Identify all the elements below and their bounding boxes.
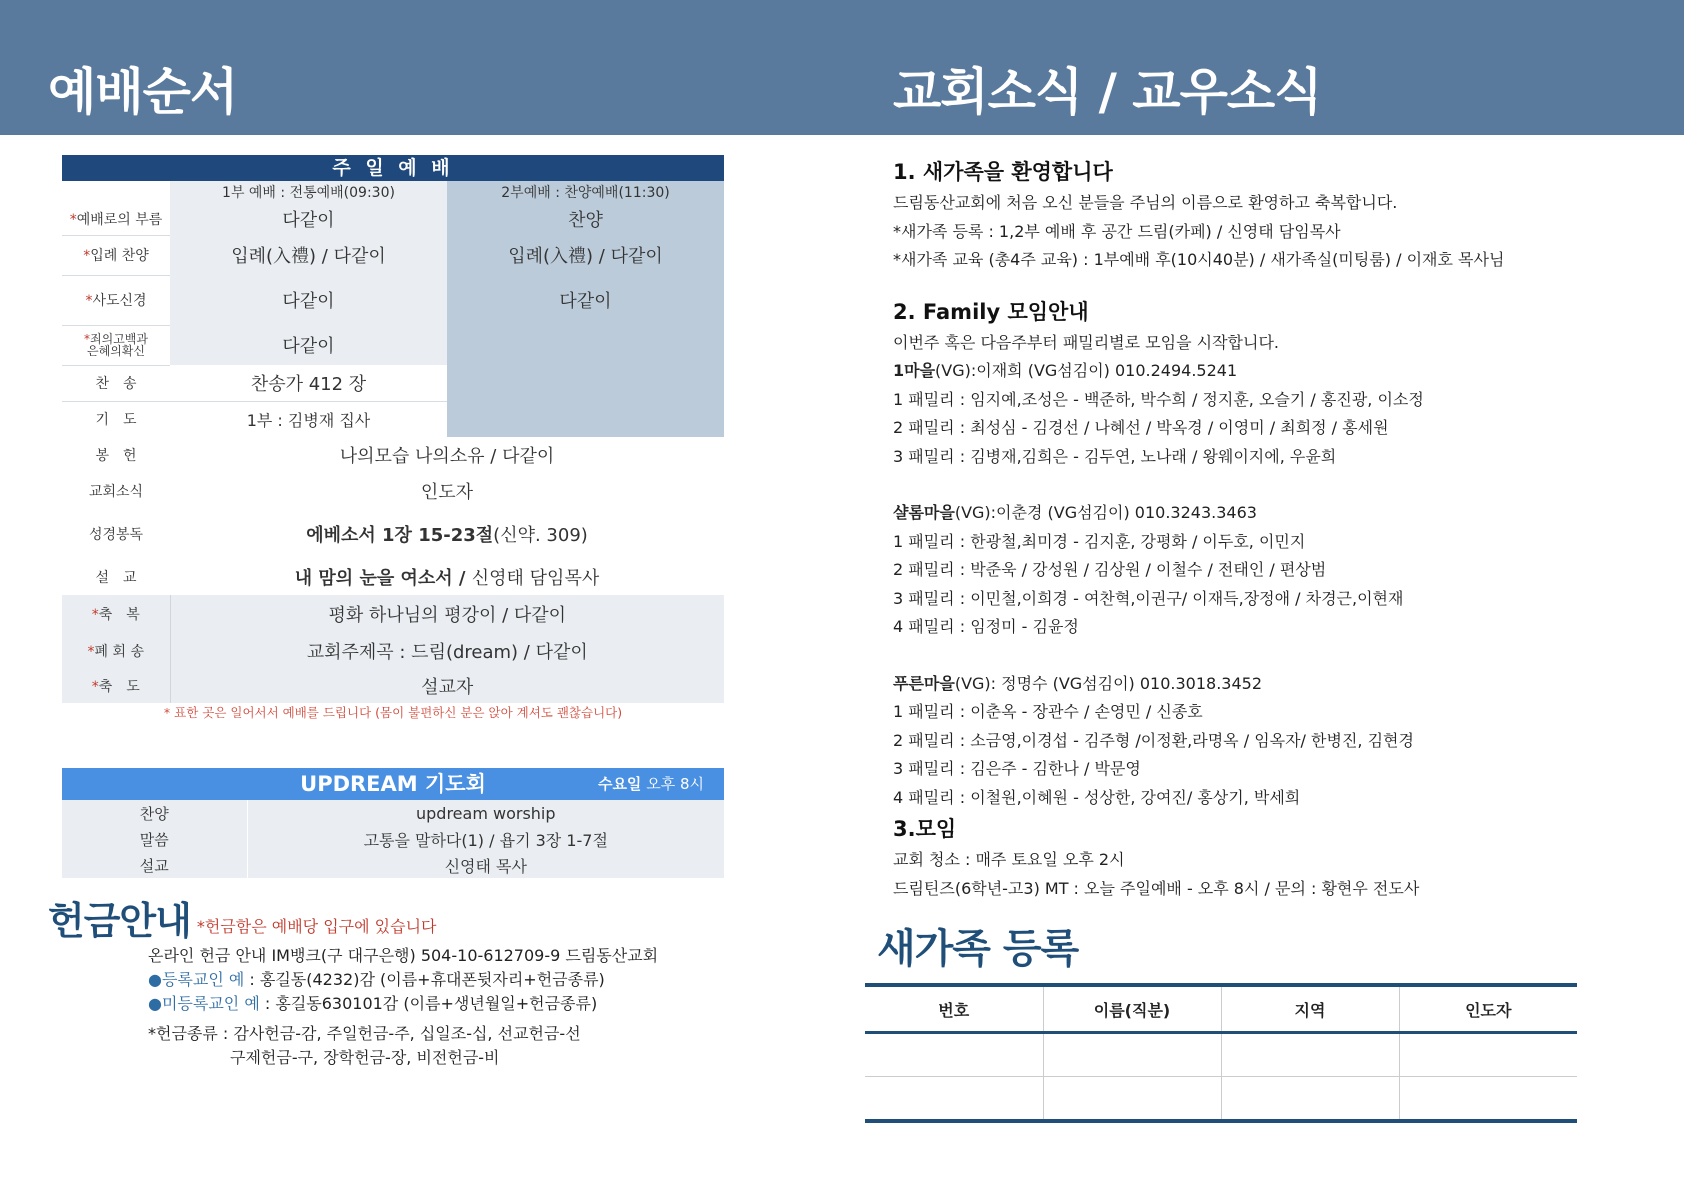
row-label: *폐 회 송 — [62, 633, 170, 669]
table-row — [62, 203, 724, 235]
family-line: 1 패밀리 : 한광철,최미경 - 김지훈, 강평화 / 이두호, 이민지 — [893, 531, 1306, 551]
row-label: 봉 헌 — [95, 448, 137, 464]
news-line: 이번주 혹은 다음주부터 패밀리별로 모임을 시작합니다. — [893, 332, 1280, 352]
village-leader: 푸른마을(VG): 정명수 (VG섬김이) 010.3018.3452 — [893, 673, 1263, 693]
row-label: *축 복 — [62, 595, 170, 633]
news-line: *새가족 등록 : 1,2부 예배 후 공간 드림(카페) / 신영태 담임목사 — [893, 221, 1341, 241]
column-header: 인도자 — [1399, 985, 1577, 1033]
sunday-worship-title: 주 일 예 배 — [62, 155, 724, 181]
combined-value: 나의모습 나의소유 / 다같이 — [339, 446, 555, 467]
family-line: 2 패밀리 : 소금영,이경섭 - 김주형 /이정환,라명옥 / 임옥자/ 한병진, 김현경 — [893, 730, 1414, 750]
row-label: 성경봉독 — [88, 527, 144, 543]
church-news-title: 교회소식 / 교우소식 — [893, 63, 1322, 121]
standing-mark: * — [69, 211, 77, 228]
first-service-header: 1부 예배 : 전통예배(09:30) — [170, 181, 447, 203]
offering-section — [48, 898, 688, 1070]
first-service-value: 입례(入禮) / 다같이 — [170, 235, 447, 275]
table-row — [62, 852, 724, 878]
standing-mark: * — [84, 332, 91, 346]
row-label: 말씀 — [62, 826, 247, 852]
table-row — [62, 437, 724, 473]
offering-info — [148, 944, 688, 1070]
first-service-value: 다같이 — [170, 325, 447, 365]
offering-note: *헌금함은 예배당 입구에 있습니다 — [196, 917, 437, 936]
row-label: 기 도 — [95, 412, 137, 429]
table-row — [62, 365, 724, 401]
family-line: 4 패밀리 : 이철원,이혜원 - 성상한, 강여진/ 홍상기, 박세희 — [893, 787, 1301, 807]
offering-title: 헌금안내 — [48, 899, 191, 943]
section-heading: 2. Family 모임안내 — [893, 299, 1089, 324]
standing-notice: * 표한 곳은 일어서서 예배를 드립니다 (몸이 불편하신 분은 앉아 계셔도 괜찮습니다) — [163, 705, 623, 720]
online-offering-account: 온라인 헌금 안내 IM뱅크(구 대구은행) 504-10-612709-9 드림동산교회 — [148, 946, 659, 965]
row-label: *예배로의 부름 — [62, 203, 170, 235]
news-line: 드림틴즈(6학년-고3) MT : 오늘 주일예배 - 오후 8시 / 문의 : 황현우 전도사 — [893, 878, 1420, 898]
combined-value: 평화 하나님의 평강이 / 다같이 — [170, 595, 724, 633]
section-heading: 3.모임 — [893, 817, 957, 841]
row-label: *축 도 — [62, 669, 170, 703]
header-bar — [0, 0, 1684, 135]
updream-table — [62, 800, 724, 878]
row-label: 설 교 — [95, 570, 137, 586]
church-news-section — [893, 155, 1593, 903]
standing-mark: * — [85, 293, 93, 309]
updream-schedule: 수요일 오후 8시 — [597, 775, 704, 793]
offering-types-continued: 구제헌금-구, 장학헌금-장, 비전헌금-비 — [230, 1048, 500, 1067]
second-service-header: 2부예배 : 찬양예배(11:30) — [447, 181, 724, 203]
offering-types: *헌금종류 : 감사헌금-감, 주일헌금-주, 십일조-십, 선교헌금-선 — [148, 1024, 581, 1043]
table-row — [62, 181, 724, 203]
table-row — [62, 633, 724, 669]
row-value: updream worship — [415, 803, 556, 823]
combined-value: 설교자 — [170, 669, 724, 703]
family-line: 3 패밀리 : 김병재,김희은 - 김두연, 노나래 / 왕웨이지에, 우윤희 — [893, 446, 1337, 466]
scripture-reading: 에베소서 1장 15-23절(신약. 309) — [306, 525, 588, 546]
row-label: 교회소식 — [88, 484, 144, 500]
unregistered-example: ●미등록교인 예 : 홍길동630101감 (이름+생년월일+헌금종류) — [148, 994, 598, 1013]
table-row — [62, 473, 724, 509]
section-heading: 1. 새가족을 환영합니다 — [893, 160, 1113, 184]
row-label: *입례 찬양 — [62, 235, 170, 275]
sermon-title: 내 맘의 눈을 여소서 / 신영태 담임목사 — [294, 568, 600, 589]
new-family-registration — [865, 923, 1577, 1123]
row-label: 찬양 — [62, 800, 247, 826]
table-row — [62, 275, 724, 325]
registration-title: 새가족 등록 — [877, 926, 1079, 972]
table-row — [62, 826, 724, 852]
second-service-value: 다같이 — [447, 275, 724, 325]
standing-mark: * — [83, 248, 91, 264]
standing-mark: * — [87, 644, 95, 660]
table-row — [865, 1033, 1577, 1077]
table-row — [62, 669, 724, 703]
updream-section — [62, 768, 724, 878]
family-line: 3 패밀리 : 이민철,이희경 - 여찬혁,이권구/ 이재득,장정애 / 차경근,이현재 — [893, 588, 1404, 608]
table-row — [62, 401, 724, 437]
row-label: 찬 송 — [62, 365, 170, 401]
news-line: 드림동산교회에 처음 오신 분들을 주님의 이름으로 환영하고 축복합니다. — [893, 193, 1398, 212]
combined-value: 교회주제곡 : 드림(dream) / 다같이 — [170, 633, 724, 669]
news-line: *새가족 교육 (총4주 교육) : 1부예배 후(10시40분) / 새가족실(미팅룸) / 이재호 목사님 — [893, 250, 1505, 269]
family-line: 3 패밀리 : 김은주 - 김한나 / 박문영 — [893, 759, 1141, 778]
updream-title-bar — [62, 768, 724, 800]
table-row — [62, 800, 724, 826]
family-line: 2 패밀리 : 박준욱 / 강성원 / 김상원 / 이철수 / 전태인 / 편상범 — [893, 560, 1327, 579]
standing-mark: * — [91, 679, 99, 695]
table-row — [62, 325, 724, 365]
worship-order-table — [62, 181, 724, 703]
village-leader: 샬롬마을(VG):이춘경 (VG섬김이) 010.3243.3463 — [893, 503, 1257, 522]
combined-value: 인도자 — [420, 482, 474, 503]
family-line: 1 패밀리 : 임지예,조성은 - 백준하, 박수희 / 정지훈, 오슬기 / 홍진광, 이소정 — [893, 389, 1424, 409]
registered-example: ●등록교인 예 : 홍길동(4232)감 (이름+휴대폰뒷자리+헌금종류) — [148, 970, 605, 989]
column-header: 이름(직분) — [1043, 985, 1221, 1033]
table-row — [62, 595, 724, 633]
news-line: 교회 청소 : 매주 토요일 오후 2시 — [893, 850, 1125, 869]
family-line: 2 패밀리 : 최성심 - 김경선 / 나혜선 / 박옥경 / 이영미 / 최희정 / 홍세원 — [893, 418, 1389, 437]
sunday-worship-section — [62, 155, 724, 723]
table-header-row — [865, 985, 1577, 1033]
row-label: *사도신경 — [62, 275, 170, 325]
column-header: 번호 — [865, 985, 1043, 1033]
row-value: 신영태 목사 — [444, 856, 527, 876]
table-row — [865, 1077, 1577, 1122]
column-header: 지역 — [1221, 985, 1399, 1033]
standing-mark: * — [91, 607, 99, 623]
table-row — [62, 509, 724, 559]
table-row — [62, 559, 724, 595]
registration-table — [865, 983, 1577, 1123]
first-service-value: 다같이 — [170, 275, 447, 325]
row-label: 설교 — [62, 852, 247, 878]
first-service-value: 다같이 — [170, 203, 447, 235]
family-line: 1 패밀리 : 이춘옥 - 장관수 / 손영민 / 신종호 — [893, 702, 1203, 721]
row-label: *죄의고백과 은혜의확신 — [62, 325, 170, 365]
worship-order-title: 예배순서 — [48, 63, 238, 121]
row-value: 고통을 말하다(1) / 욥기 3장 1-7절 — [363, 830, 608, 850]
second-service-value: 입례(入禮) / 다같이 — [447, 235, 724, 275]
village-leader: 1마을(VG):이재희 (VG섬김이) 010.2494.5241 — [893, 361, 1238, 380]
first-service-value: 1부 : 김병재 집사 — [170, 401, 447, 437]
second-service-value: 찬양 — [447, 203, 724, 235]
first-service-value: 찬송가 412 장 — [170, 365, 447, 401]
family-line: 4 패밀리 : 임정미 - 김윤정 — [893, 617, 1079, 636]
updream-title: UPDREAM 기도회 — [300, 772, 486, 796]
table-row — [62, 235, 724, 275]
